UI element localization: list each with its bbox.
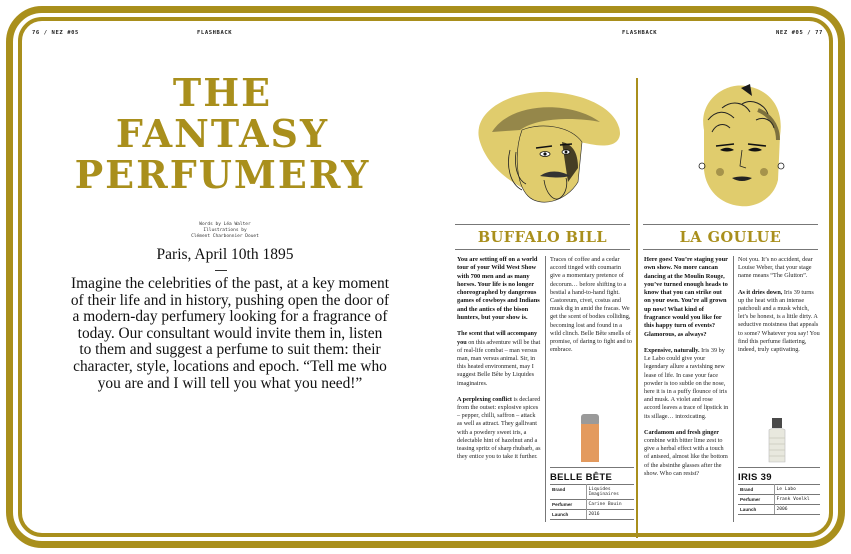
- la-goulue-column-1: [644, 256, 730, 486]
- paragraph: Cardamom and fresh ginger combine with bitter lime zest to give a herbal effect with a touch of aniseed, almost like the bottom of the absinthe glasses after the show. Who can resist?: [644, 428, 728, 477]
- credits: [160, 222, 290, 240]
- la-goulue-portrait-icon: [686, 80, 796, 210]
- divider-dash: [215, 270, 227, 271]
- product-name-belle-bete: BELLE BÊTE: [550, 467, 634, 483]
- table-row: Perfumer Carine Bouin: [550, 500, 634, 510]
- la-goulue-column-2: [738, 256, 820, 362]
- paragraph: A perplexing conflict is declared from the outset: explosive spices – pepper, chilli, saffron – attack as well as attract. They gallivant with a powdery sweet iris, a delectable hint of hazelnut and a teasing spritz of sharp rhubarb, as they entice you to take it further.: [457, 395, 541, 461]
- buffalo-bill-column-2: [550, 256, 632, 362]
- credit-line: Words by Léa Walter: [199, 222, 251, 227]
- paragraph: Expensive, naturally. Iris 39 by Le Labo could give your legendary allure a ravishing new lease of life. In case your face powder is too subtle on the nose, here it is in a puffy flounce of iris and musk. A violet and rose accord leaves a trace of lipstick in its sillage… intoxicating.: [644, 346, 729, 420]
- section-heading-la-goulue: LA GOULUE: [643, 224, 818, 250]
- right-section-label: FLASHBACK: [622, 30, 658, 36]
- section-heading-buffalo-bill: BUFFALO BILL: [455, 224, 630, 250]
- table-row: Brand Le Labo: [738, 485, 820, 495]
- title-line: FANTASY: [115, 111, 330, 156]
- title-line: PERFUMERY: [74, 152, 371, 197]
- paragraph: Here goes! You’re staging your own show. No more cancan dancing at the Moulin Rouge, you’ve turned enough heads to know that you can strike out on your own. You’re all grown up now! What kind of fragrance would you like for this happy turn of events? Glamorous, as always?: [644, 256, 728, 338]
- intro-paragraph: Imagine the celebrities of the past, at a key moment of their life and in history, pushing open the door of a modern-day perfumery looking for a fragrance of today. Our consultant would invite them in, listen to them and suggest a perfume to suit them: their character, style, locations and epoch. “Tell me who you are and I will tell you what you need!”: [70, 275, 390, 392]
- orange-bottle-icon: [579, 414, 601, 464]
- buffalo-bill-column-1: [457, 256, 542, 469]
- table-row: Launch 2006: [738, 505, 820, 515]
- buffalo-bill-portrait-icon: [470, 72, 630, 212]
- right-folio: NEZ #05 / 77: [776, 30, 823, 36]
- paragraph: Not you. It’s no accident, dear Louise Weber, that your stage name means “The Glutton”.: [738, 256, 813, 280]
- title-line: THE: [172, 70, 273, 115]
- credit-line: Clément Charbonnier Douet: [191, 234, 259, 239]
- left-folio: 76 / NEZ #05: [32, 30, 79, 36]
- product-name-iris-39: IRIS 39: [738, 467, 820, 483]
- dateline: Paris, April 10th 1895: [156, 246, 294, 263]
- paragraph: As it dries down, Iris 39 turns up the heat with an intense patchouli and a musk which, let’s be honest, is a little dirty. A seductive moistness that appeals to some? Whatever you say! You find this perfume flattering, indeed, truly captivating.: [738, 288, 820, 354]
- table-row: Perfumer Frank Voelkl: [738, 495, 820, 505]
- paragraph: You are setting off on a world tour of your Wild West Show with 700 men and as many horses. Your life is no longer choreographed by dangerous games of cowboys and Indians and the antics of the bison hunters, but your show is.: [457, 256, 540, 322]
- spec-table-iris-39: [738, 484, 820, 515]
- table-row: Brand Liquides Imaginaires: [550, 485, 634, 500]
- credit-line: Illustrations by: [203, 228, 247, 233]
- left-section-label: FLASHBACK: [197, 30, 233, 36]
- spec-table-belle-bete: [550, 484, 634, 520]
- column-rule: [545, 256, 546, 522]
- paragraph: Traces of coffee and a cedar accord tinged with coumarin give a momentary pretence of decorum… before shifting to a bestial a hand-to-hand fight. Castoreum, civet, costus and musk dig in amid the fracas. We get the scent of bodies colliding, becoming lost and found in a wild clinch. Belle Bête smells of promise, of daring to fight and to embrace.: [550, 256, 632, 354]
- white-bottle-icon: [766, 418, 788, 464]
- article-title: [60, 72, 385, 195]
- column-rule: [733, 256, 734, 522]
- column-divider: [636, 78, 638, 538]
- paragraph: The scent that will accompany you on this adventure will be that of real-life combat – man versus man, man versus animal. Sir, in this heated environment, may I suggest Belle Bête by Liquides imaginaires.: [457, 330, 541, 387]
- table-row: Launch 2016: [550, 510, 634, 520]
